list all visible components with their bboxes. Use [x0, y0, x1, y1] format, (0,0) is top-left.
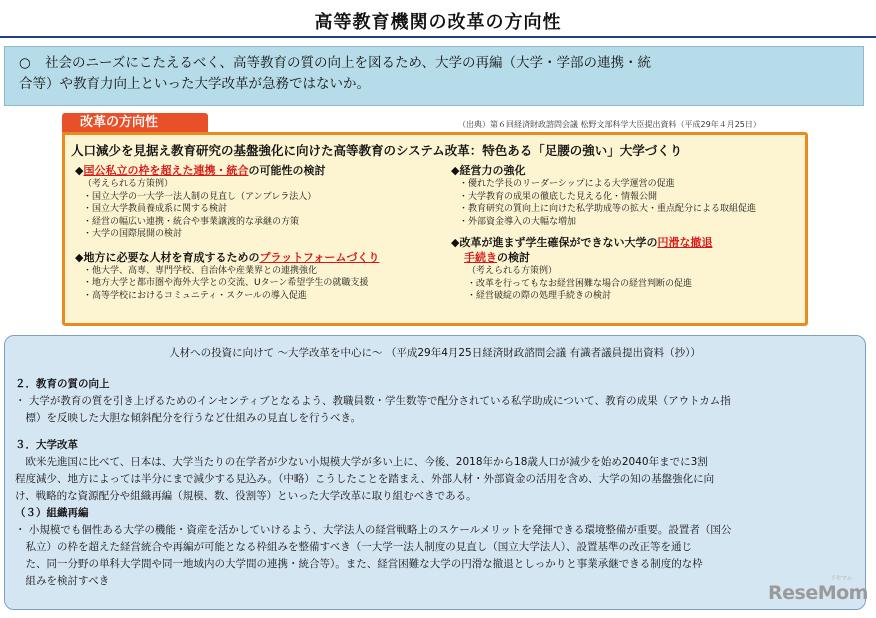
lead-statement: [4, 46, 864, 106]
highlight-text: 国公私立の枠を超えた連携・統合: [83, 164, 249, 177]
example-label: （考えられる方策例）: [467, 266, 558, 276]
highlight-text: 円滑な撤退: [657, 236, 713, 249]
diamond-bullet-icon: ◆: [451, 236, 460, 249]
logo-tagline: リセマム: [830, 575, 852, 582]
section-text: の検討: [497, 251, 530, 264]
investment-body: [15, 376, 853, 590]
investment-panel: [4, 335, 866, 610]
diamond-bullet-icon: ◆: [75, 164, 84, 177]
direction-heading: 人口減少を見据え教育研究の基盤強化に向けた高等教育のシステム改革：特色ある「足腰の強い」大学づくり: [71, 143, 683, 158]
list-item: ・外部資金導入の大幅な増加: [459, 216, 577, 227]
highlight-text: 手続き: [464, 251, 497, 264]
list-item: ・優れた学長のリーダーシップによる大学運営の促進: [459, 179, 675, 189]
list-item: ・改革を行ってもなお経営困難な場合の経営判断の促進: [467, 278, 693, 289]
paragraph-line: ・ 小規模でも個性ある大学の機能・資産を活かしていけるよう、大学法人の経営戦略上のスケールメリットを発揮できる環境整備が重要。設置者（国公: [15, 524, 732, 536]
paragraph-line: 欧米先進国に比べて、日本は、大学当たりの在学者が少ない小規模大学が多い上に、今後、2018年から18歳人口が減少を始め2040年までに3割: [15, 456, 708, 468]
highlight-text: プラットフォームづくり: [259, 250, 380, 264]
item-list: [75, 265, 379, 303]
list-item: ・地方大学と都市圏や海外大学との交流、Uターン希望学生の就職支援: [83, 278, 369, 288]
list-item: ・国立大学の一大学一法人制の見直し（アンブレラ法人）: [83, 191, 317, 202]
section-text: 経営力の強化: [459, 164, 526, 177]
title-divider: [0, 36, 876, 38]
item-list: [451, 278, 756, 303]
paragraph-line: 組みを検討すべき: [15, 575, 110, 587]
circle-marker: ○: [19, 55, 31, 71]
section-platform: [75, 250, 379, 265]
section-cooperation: [75, 163, 379, 178]
list-item: ・国立大学教員養成系に関する検討: [83, 204, 228, 214]
section-withdrawal: [451, 235, 756, 250]
paragraph-line: 標）を反映した大胆な傾斜配分を行うなど仕組みの見直しを行うべき。: [15, 412, 362, 424]
list-item: ・他大学、高専、専門学校、自治体や産業界との連携強化: [83, 265, 318, 276]
list-item: ・高等学校におけるコミュニティ・スクールの導入促進: [83, 290, 307, 301]
lead-line-2: 合等）や教育力向上といった大学改革が急務ではないか。: [19, 76, 370, 92]
logo-text: ReseMom: [768, 582, 868, 604]
page-title: 高等教育機関の改革の方向性: [314, 12, 562, 33]
direction-left-column: [75, 163, 379, 302]
paragraph-line: 私立）の枠を超えた経営統合や再編が可能となる枠組みを整備すべき（一大学一法人制度の見直し（国立大学法人）、設置基準の改正等を通じ: [15, 541, 693, 553]
list-item: ・経営の幅広い連携・統合や事業譲渡的な承継の方策: [83, 216, 300, 227]
paragraph-line: ・ 大学が教育の質を引き上げるためのインセンティブとなるよう、教職員数・学生数等で配分されている私学助成について、教育の成果（アウトカム指: [15, 395, 731, 407]
list-item: ・経営破綻の際の処理手続きの検討: [467, 291, 612, 301]
lead-line-1: 社会のニーズにこたえるべく、高等教育の質の向上を図るため、大学の再編（大学・学部の連携・統: [45, 55, 652, 71]
item-list: [75, 191, 379, 241]
investment-heading: 人材への投資に向けて ～大学改革を中心に～ （平成29年4月25日経済財政諮問会議 有識者議員提出資料（抄））: [169, 347, 701, 359]
example-label: （考えられる方策例）: [83, 179, 174, 189]
section-withdrawal-cont: [451, 250, 756, 265]
subsection-title: （３）組織再編: [15, 507, 89, 519]
section-management: [451, 163, 756, 178]
section-text: の可能性の検討: [248, 164, 326, 177]
section-text: 改革が進まず学生確保ができない大学の: [459, 236, 658, 249]
paragraph-line: た、同一分野の単科大学間や同一地域内の大学間の連携・統合等）。また、経営困難な大学の円滑な撤退としっかりと事業承継できる制度的な枠: [15, 558, 703, 570]
diamond-bullet-icon: ◆: [451, 164, 460, 177]
item-list: [451, 178, 756, 228]
direction-right-column: [451, 163, 756, 303]
list-item: ・教育研究の質向上に向けた私学助成等の拡大・重点配分による取組促進: [459, 204, 757, 214]
resemom-logo: [768, 575, 868, 604]
direction-box: [62, 132, 808, 326]
direction-tab: 改革の方向性: [62, 113, 208, 133]
list-item: ・大学教育の成果の徹底した見える化・情報公開: [459, 191, 658, 202]
section-title: ２．教育の質の向上: [15, 378, 110, 390]
source-citation: （出典）第６回経済財政諮問会議 松野文部科学大臣提出資料（平成29年４月25日）: [458, 120, 761, 129]
section-title: ３．大学改革: [15, 439, 78, 451]
diamond-bullet-icon: ◆: [75, 250, 84, 264]
list-item: ・大学の国際展開の検討: [83, 229, 183, 239]
section-text: 地方に必要な人材を育成するための: [83, 250, 260, 264]
paragraph-line: け、戦略的な資源配分や組織再編（規模、数、役割等）といった大学改革に取り組むべきである。: [15, 490, 477, 502]
paragraph-line: 程度減少、地方によっては半分にまで減少する見込み。（中略）こうしたことを踏まえ、外部人材・外部資金の活用を含め、大学の知の基盤強化に向: [15, 473, 715, 485]
